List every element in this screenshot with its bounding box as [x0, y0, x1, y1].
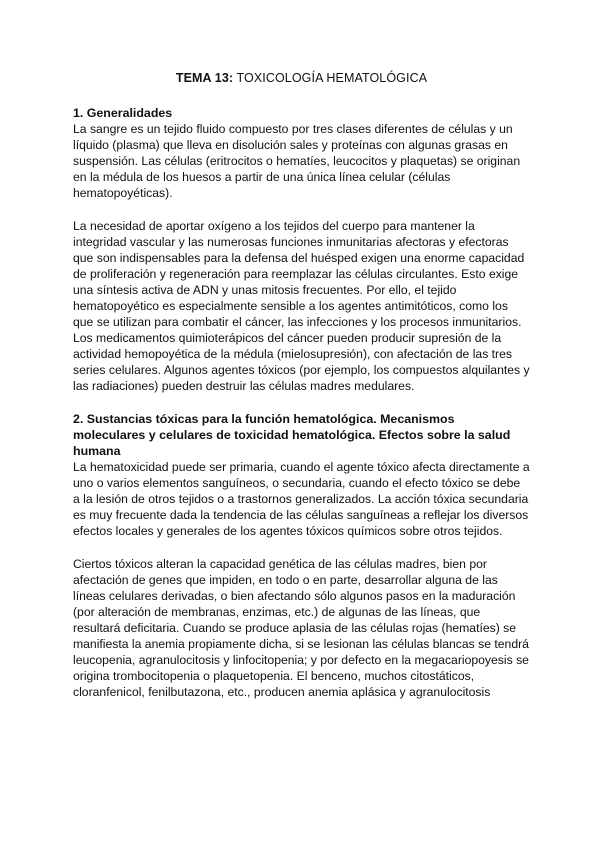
section-sustancias-toxicas — [73, 411, 530, 700]
document-body — [73, 70, 530, 700]
section-heading: 2. Sustancias tóxicas para la función hematológica. Mecanismos moleculares y celulares de toxicidad hematológica. Efectos sobre la salud humana — [73, 412, 511, 458]
paragraph-spacer — [73, 539, 530, 556]
page-title — [73, 70, 530, 87]
section-generalidades — [73, 105, 530, 394]
paragraph: La necesidad de aportar oxígeno a los tejidos del cuerpo para mantener la integridad vascular y las numerosas funciones inmunitarias afectoras y efectoras que son indispensables para la defensa del huésped exigen una enorme capacidad de proliferación y regeneración para reemplazar las células circulantes. Esto exige una síntesis activa de ADN y unas mitosis frecuentes. Por ello, el tejido hematopoyético es especialmente sensible a los agentes antimitóticos, como los que se utilizan para combatir el cáncer, las infecciones y los procesos inmunitarios. Los medicamentos quimioterápicos del cáncer pueden producir supresión de la actividad hemopoyética de la médula (mielosupresión), con afectación de las tres series celulares. Algunos agentes tóxicos (por ejemplo, los compuestos alquilantes y las radiaciones) pueden destruir las células madres medulares. — [73, 219, 530, 393]
paragraph: La sangre es un tejido fluido compuesto por tres clases diferentes de células y un líquido (plasma) que lleva en disolución sales y proteínas con algunas grasas en suspensión. Las células (eritrocitos o hematíes, leucocitos y plaquetas) se originan en la médula de los huesos a partir de una única línea celular (células hematopoyéticas). — [73, 122, 521, 200]
paragraph-spacer — [73, 201, 530, 218]
paragraph: La hematoxicidad puede ser primaria, cuando el agente tóxico afecta directamente a uno o varios elementos sanguíneos, o secundaria, cuando el efecto tóxico se debe a la lesión de otros tejidos o a trastornos generalizados. La acción tóxica secundaria es muy frecuente dada la tendencia de las células sanguíneas a reflejar los diversos efectos locales y generales de los agentes tóxicos químicos sobre otros tejidos. — [73, 460, 530, 538]
section-heading: 1. Generalidades — [73, 106, 173, 120]
title-text: TOXICOLOGÍA HEMATOLÓGICA — [236, 71, 428, 85]
paragraph: Ciertos tóxicos alteran la capacidad genética de las células madres, bien por afectación de genes que impiden, en todo o en parte, desarrollar alguna de las líneas celulares derivadas, o bien afectando sólo algunos pasos en la maduración (por alteración de membranas, enzimas, etc.) de algunas de las líneas, que resultará deficitaria. Cuando se produce aplasia de las células rojas (hematíes) se manifiesta la anemia propiamente dicha, si se lesionan las células blancas se tendrá leucopenia, agranulocitosis y linfocitopenia; y por defecto en la megacariopoyesis se origina trombocitopenia o plaquetopenia. El benceno, muchos citostáticos, cloranfenicol, fenilbutazona, etc., producen anemia aplásica y agranulocitosis — [73, 557, 529, 699]
title-label: TEMA 13: — [175, 71, 234, 85]
section-spacer — [73, 394, 530, 411]
